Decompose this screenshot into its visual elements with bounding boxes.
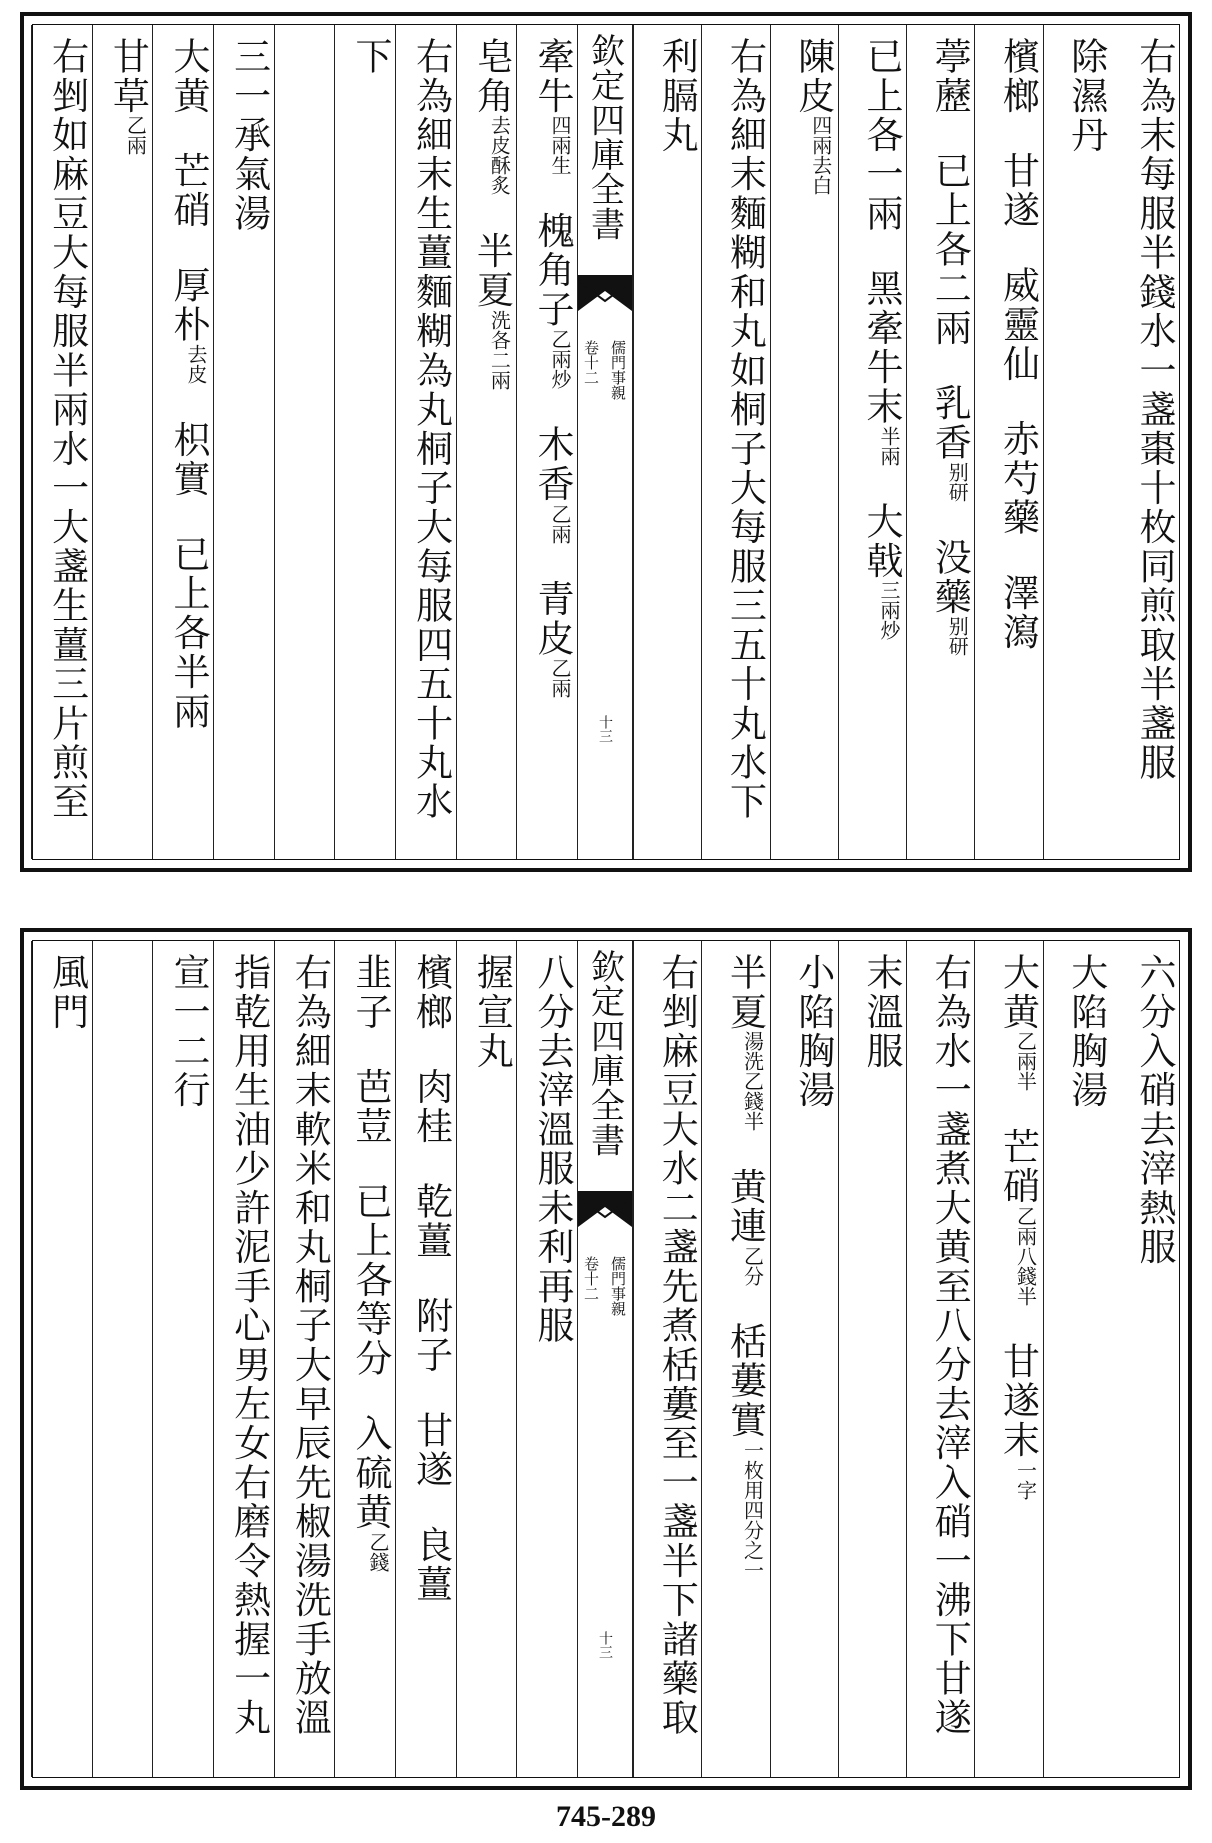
- bottom-page-center-column: [577, 941, 633, 1777]
- bottom-page-right-column-6: [770, 941, 838, 1777]
- annotation-note: 乙兩八錢半: [1013, 1205, 1038, 1306]
- text-segment: 已上各二兩: [928, 151, 972, 348]
- book-subtitle: 儒門事親: [609, 340, 627, 400]
- annotation-note: 乙兩: [548, 503, 572, 544]
- text-segment: 小陷胸湯: [791, 953, 835, 1110]
- annotation-note: 半兩: [877, 426, 901, 466]
- text-segment: 宣一二行: [167, 953, 210, 1110]
- text-segment: 附子: [409, 1296, 453, 1375]
- column-text: [531, 953, 574, 1346]
- text-segment: 甘草: [106, 37, 150, 116]
- top-page-right-column-5: [838, 25, 906, 859]
- column-text: [349, 953, 392, 1572]
- top-page-right-column-7: [701, 25, 769, 859]
- bottom-page-left-column-5: [274, 941, 335, 1777]
- annotation-note: 三兩炒: [877, 580, 901, 641]
- column-text: [288, 953, 332, 1738]
- text-segment: 右剉麻豆大水二盞先煮栝蔞至一盞半下諸藥取: [655, 953, 699, 1738]
- book-subtitle: 儒門事親: [609, 1256, 627, 1316]
- top-page-inner-border: [32, 24, 1180, 860]
- column-text: [996, 953, 1040, 1500]
- annotation-note: 去皮: [184, 344, 208, 385]
- top-page-right-column-8: [633, 25, 701, 859]
- text-segment: 半夏: [470, 231, 514, 310]
- text-segment: 木香: [531, 425, 574, 504]
- bottom-page-right-column-4: [906, 941, 974, 1777]
- text-segment: 黑牽牛末: [860, 269, 903, 426]
- text-segment: 青皮: [531, 579, 574, 659]
- text-segment: 半夏: [723, 953, 767, 1032]
- text-segment: 牽牛: [531, 37, 574, 116]
- bottom-page-right-column-3: [974, 941, 1042, 1777]
- column-text: [409, 37, 453, 822]
- text-segment: 末溫服: [860, 953, 903, 1071]
- text-segment: 右為末每服半錢水一盞棗十枚同煎取半盞服: [1133, 37, 1176, 783]
- text-segment: 枳實: [167, 420, 210, 499]
- volume-label: 卷十二: [582, 340, 600, 385]
- text-segment: 没藥: [928, 538, 972, 617]
- text-segment: 葶藶: [928, 37, 972, 116]
- column-text: [723, 37, 767, 822]
- top-page-right-column-2: [1043, 25, 1111, 859]
- text-segment: 利膈丸: [655, 37, 699, 155]
- text-segment: 赤芍藥: [996, 419, 1040, 538]
- column-text: [655, 37, 699, 155]
- top-page-right-column-3: [974, 25, 1042, 859]
- top-page-left-column-2: [456, 25, 517, 859]
- text-segment: 檳榔: [409, 953, 453, 1032]
- annotation-note: 一枚用四分之一: [740, 1439, 765, 1580]
- column-text: [723, 953, 767, 1580]
- text-segment: 右為細末軟米和丸桐子大早辰先椒湯洗手放溫: [288, 953, 332, 1738]
- bottom-page-left-column-9: [31, 941, 92, 1777]
- column-text: [45, 953, 89, 1032]
- column-text: [470, 37, 514, 390]
- bottom-page-right-column-2: [1043, 941, 1111, 1777]
- top-page-right-column-4: [906, 25, 974, 859]
- text-segment: 芒硝: [996, 1127, 1040, 1206]
- folio-number: 十三: [597, 1631, 613, 1659]
- text-segment: 黄連: [723, 1167, 767, 1246]
- column-text: [1133, 953, 1176, 1267]
- bottom-page-right-column-1: [1111, 941, 1179, 1777]
- column-text: [45, 37, 89, 822]
- bottom-page-left-column-8: [92, 941, 153, 1777]
- text-segment: 甘遂: [409, 1410, 453, 1490]
- column-text: [470, 953, 514, 1071]
- text-segment: 握宣丸: [470, 953, 514, 1071]
- text-segment: 已上各等分: [349, 1181, 392, 1379]
- annotation-note: 四兩去白: [808, 115, 833, 196]
- text-segment: 韭子: [349, 953, 392, 1032]
- annotation-note: 四兩生: [548, 115, 572, 176]
- text-segment: 厚朴: [167, 265, 210, 345]
- column-text: [106, 37, 150, 156]
- page-number: 745-289: [556, 1800, 656, 1833]
- bottom-page-right-column-7: [701, 941, 769, 1777]
- bottom-page-frame: [20, 928, 1192, 1790]
- annotation-note: 湯洗乙錢半: [740, 1031, 765, 1132]
- annotation-note: 乙兩: [123, 115, 148, 156]
- annotation-note: 一字: [1013, 1459, 1038, 1500]
- fishtail-ornament-icon: [578, 1191, 632, 1231]
- top-page-center-column: [577, 25, 633, 859]
- text-segment: 甘遂: [996, 151, 1040, 230]
- text-segment: 右為細末麵糊和丸如桐子大每服三五十丸水下: [723, 37, 767, 822]
- text-segment: 右剉如麻豆大每服半兩水一大盞生薑三片煎至: [45, 37, 89, 822]
- column-text: [928, 953, 972, 1738]
- text-segment: 乳香: [928, 383, 972, 463]
- annotation-note: 乙兩炒: [548, 329, 572, 390]
- text-segment: 六分入硝去滓熱服: [1133, 953, 1176, 1267]
- bottom-page-right-column-8: [633, 941, 701, 1777]
- text-segment: 槐角子: [531, 211, 574, 330]
- column-text: [409, 953, 453, 1604]
- bottom-page-right-column-5: [838, 941, 906, 1777]
- column-text: [1133, 37, 1176, 783]
- column-text: [791, 37, 835, 196]
- text-segment: 良薑: [409, 1525, 453, 1604]
- text-segment: 八分去滓溫服未利再服: [531, 953, 574, 1346]
- text-segment: 大戟: [860, 502, 903, 581]
- column-text: [227, 37, 271, 234]
- top-page-left-column-9: [31, 25, 92, 859]
- annotation-note: 别研: [945, 616, 970, 657]
- text-segment: 三一承氣湯: [227, 37, 271, 234]
- top-page-frame: [20, 12, 1192, 872]
- bottom-page-left-column-6: [213, 941, 274, 1777]
- bottom-page-inner-border: [32, 940, 1180, 1778]
- column-text: [860, 37, 903, 641]
- top-page-right-column-6: [770, 25, 838, 859]
- text-segment: 澤瀉: [996, 573, 1040, 652]
- text-segment: 芭荳: [349, 1067, 392, 1146]
- text-segment: 乾薑: [409, 1181, 453, 1261]
- bottom-page-left-column-1: [516, 941, 577, 1777]
- column-text: [928, 37, 972, 657]
- fishtail-ornament-icon: [578, 275, 632, 315]
- column-text: [167, 37, 210, 731]
- annotation-note: 乙錢: [366, 1531, 390, 1572]
- top-page-left-column-4: [334, 25, 395, 859]
- column-text: [1064, 37, 1108, 155]
- column-text: [1064, 953, 1108, 1110]
- column-text: [531, 37, 574, 699]
- book-title: 欽定四庫全書: [584, 33, 625, 242]
- text-segment: 風門: [45, 953, 89, 1032]
- column-text: [996, 37, 1040, 652]
- text-segment: 栝蔞實: [723, 1321, 767, 1440]
- book-title: 欽定四庫全書: [584, 949, 625, 1158]
- text-segment: 檳榔: [996, 37, 1040, 116]
- volume-label: 卷十二: [582, 1256, 600, 1301]
- top-page-left-column-7: [152, 25, 213, 859]
- column-text: [860, 953, 903, 1071]
- column-text: [227, 953, 271, 1738]
- text-segment: 除濕丹: [1064, 37, 1108, 155]
- top-page-left-column-8: [92, 25, 153, 859]
- top-page-left-column-1: [516, 25, 577, 859]
- text-segment: 入硫黄: [349, 1414, 392, 1532]
- annotation-note: 去皮酥炙: [487, 115, 512, 196]
- column-text: [655, 953, 699, 1738]
- top-page-left-column-6: [213, 25, 274, 859]
- top-page-right-column-1: [1111, 25, 1179, 859]
- text-segment: 甘遂末: [996, 1341, 1040, 1460]
- text-segment: 威靈仙: [996, 265, 1040, 384]
- column-text: [349, 37, 392, 77]
- annotation-note: 洗各二兩: [487, 309, 512, 390]
- top-page-left-column-3: [395, 25, 456, 859]
- text-segment: 已上各半兩: [167, 534, 210, 731]
- text-segment: 芒硝: [167, 151, 210, 230]
- text-segment: 皂角: [470, 37, 514, 116]
- folio-number: 十三: [597, 715, 613, 743]
- text-segment: 陳皮: [791, 37, 835, 116]
- text-segment: 大陷胸湯: [1064, 953, 1108, 1110]
- annotation-note: 乙兩: [548, 658, 572, 699]
- text-segment: 肉桂: [409, 1067, 453, 1146]
- top-page-left-column-5: [274, 25, 335, 859]
- text-segment: 下: [349, 37, 392, 77]
- bottom-page-left-column-2: [456, 941, 517, 1777]
- text-segment: 大黄: [996, 953, 1040, 1032]
- text-segment: 大黄: [167, 37, 210, 116]
- text-segment: 已上各一兩: [860, 37, 903, 234]
- column-text: [167, 953, 210, 1110]
- annotation-note: 乙分: [740, 1245, 765, 1286]
- bottom-page-left-column-4: [334, 941, 395, 1777]
- text-segment: 指乾用生油少許泥手心男左女右磨令熱握一丸: [227, 953, 271, 1738]
- text-segment: 右為細末生薑麵糊為丸桐子大每服四五十丸水: [409, 37, 453, 822]
- annotation-note: 乙兩半: [1013, 1031, 1038, 1092]
- column-text: [791, 953, 835, 1110]
- annotation-note: 别研: [945, 462, 970, 503]
- bottom-page-left-column-3: [395, 941, 456, 1777]
- bottom-page-left-column-7: [152, 941, 213, 1777]
- text-segment: 右為水一盞煮大黄至八分去滓入硝一沸下甘遂: [928, 953, 972, 1738]
